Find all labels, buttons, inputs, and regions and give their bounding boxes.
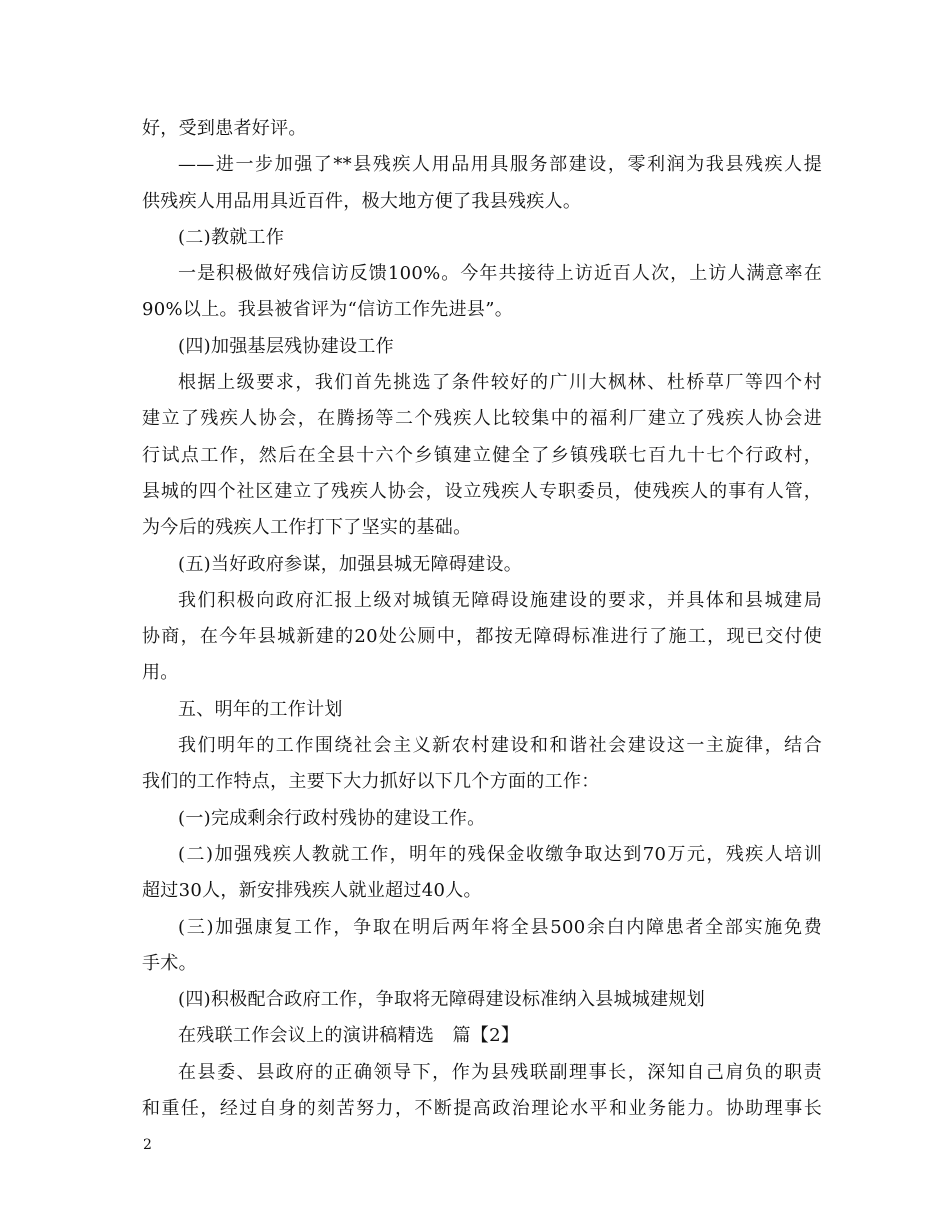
article-title: 在残联工作会议上的演讲稿精选 篇【2】 — [178, 1025, 520, 1047]
section-heading: (五)当好政府参谋，加强县城无障碍建设。 — [178, 553, 523, 575]
section-heading: (二)教就工作 — [178, 226, 285, 248]
text-line: 我们的工作特点，主要下大力抓好以下几个方面的工作： — [142, 771, 600, 793]
text-line: 为今后的残疾人工作打下了坚实的基础。 — [142, 517, 472, 539]
text-line: 一是积极做好残信访反馈100%。今年共接待上访近百人次，上访人满意率在 — [178, 263, 822, 285]
text-line: 好，受到患者好评。 — [142, 118, 307, 139]
text-line: 供残疾人用品用具近百件，极大地方便了我县残疾人。 — [142, 190, 582, 212]
text-line: 我们积极向政府汇报上级对城镇无障碍设施建设的要求，并具体和县城建局 — [178, 589, 822, 611]
document-body — [142, 111, 822, 1127]
text-line: 手术。 — [142, 952, 197, 974]
list-item: (四)积极配合政府工作，争取将无障碍建设标准纳入县城城建规划 — [178, 989, 706, 1011]
text-line: 和重任，经过自身的刻苦努力，不断提高政治理论水平和业务能力。协助理事长 — [142, 1098, 822, 1120]
text-line: 行试点工作，然后在全县十六个乡镇建立健全了乡镇残联七百九十七个行政村， — [142, 444, 822, 466]
text-line: 用。 — [142, 662, 179, 684]
text-line: 我们明年的工作围绕社会主义新农村建设和和谐社会建设这一主旋律，结合 — [178, 735, 822, 757]
list-item: (二)加强残疾人教就工作，明年的残保金收缴争取达到70万元，残疾人培训 — [178, 843, 822, 865]
list-item: (三)加强康复工作，争取在明后两年将全县500余白内障患者全部实施免费 — [178, 916, 822, 938]
text-line: 根据上级要求，我们首先挑选了条件较好的广川大枫林、杜桥草厂等四个村 — [178, 372, 822, 394]
text-line: 在县委、县政府的正确领导下，作为县残联副理事长，深知自己肩负的职责 — [178, 1061, 822, 1083]
section-heading: (四)加强基层残协建设工作 — [178, 335, 394, 357]
text-line: 县城的四个社区建立了残疾人协会，设立残疾人专职委员，使残疾人的事有人管， — [142, 480, 822, 502]
page-number: 2 — [143, 1137, 152, 1153]
text-line: 建立了残疾人协会，在腾扬等二个残疾人比较集中的福利厂建立了残疾人协会进 — [142, 408, 822, 430]
text-line: ——进一步加强了**县残疾人用品用具服务部建设，零利润为我县残疾人提 — [178, 154, 822, 176]
section-heading: 五、明年的工作计划 — [178, 698, 343, 720]
text-line: 超过30人，新安排残疾人就业超过40人。 — [142, 880, 482, 902]
list-item: (一)完成剩余行政村残协的建设工作。 — [178, 807, 486, 829]
text-line: 90%以上。我县被省评为“信访工作先进县”。 — [142, 299, 514, 321]
text-line: 协商，在今年县城新建的20处公厕中，都按无障碍标准进行了施工，现已交付使 — [142, 626, 822, 648]
